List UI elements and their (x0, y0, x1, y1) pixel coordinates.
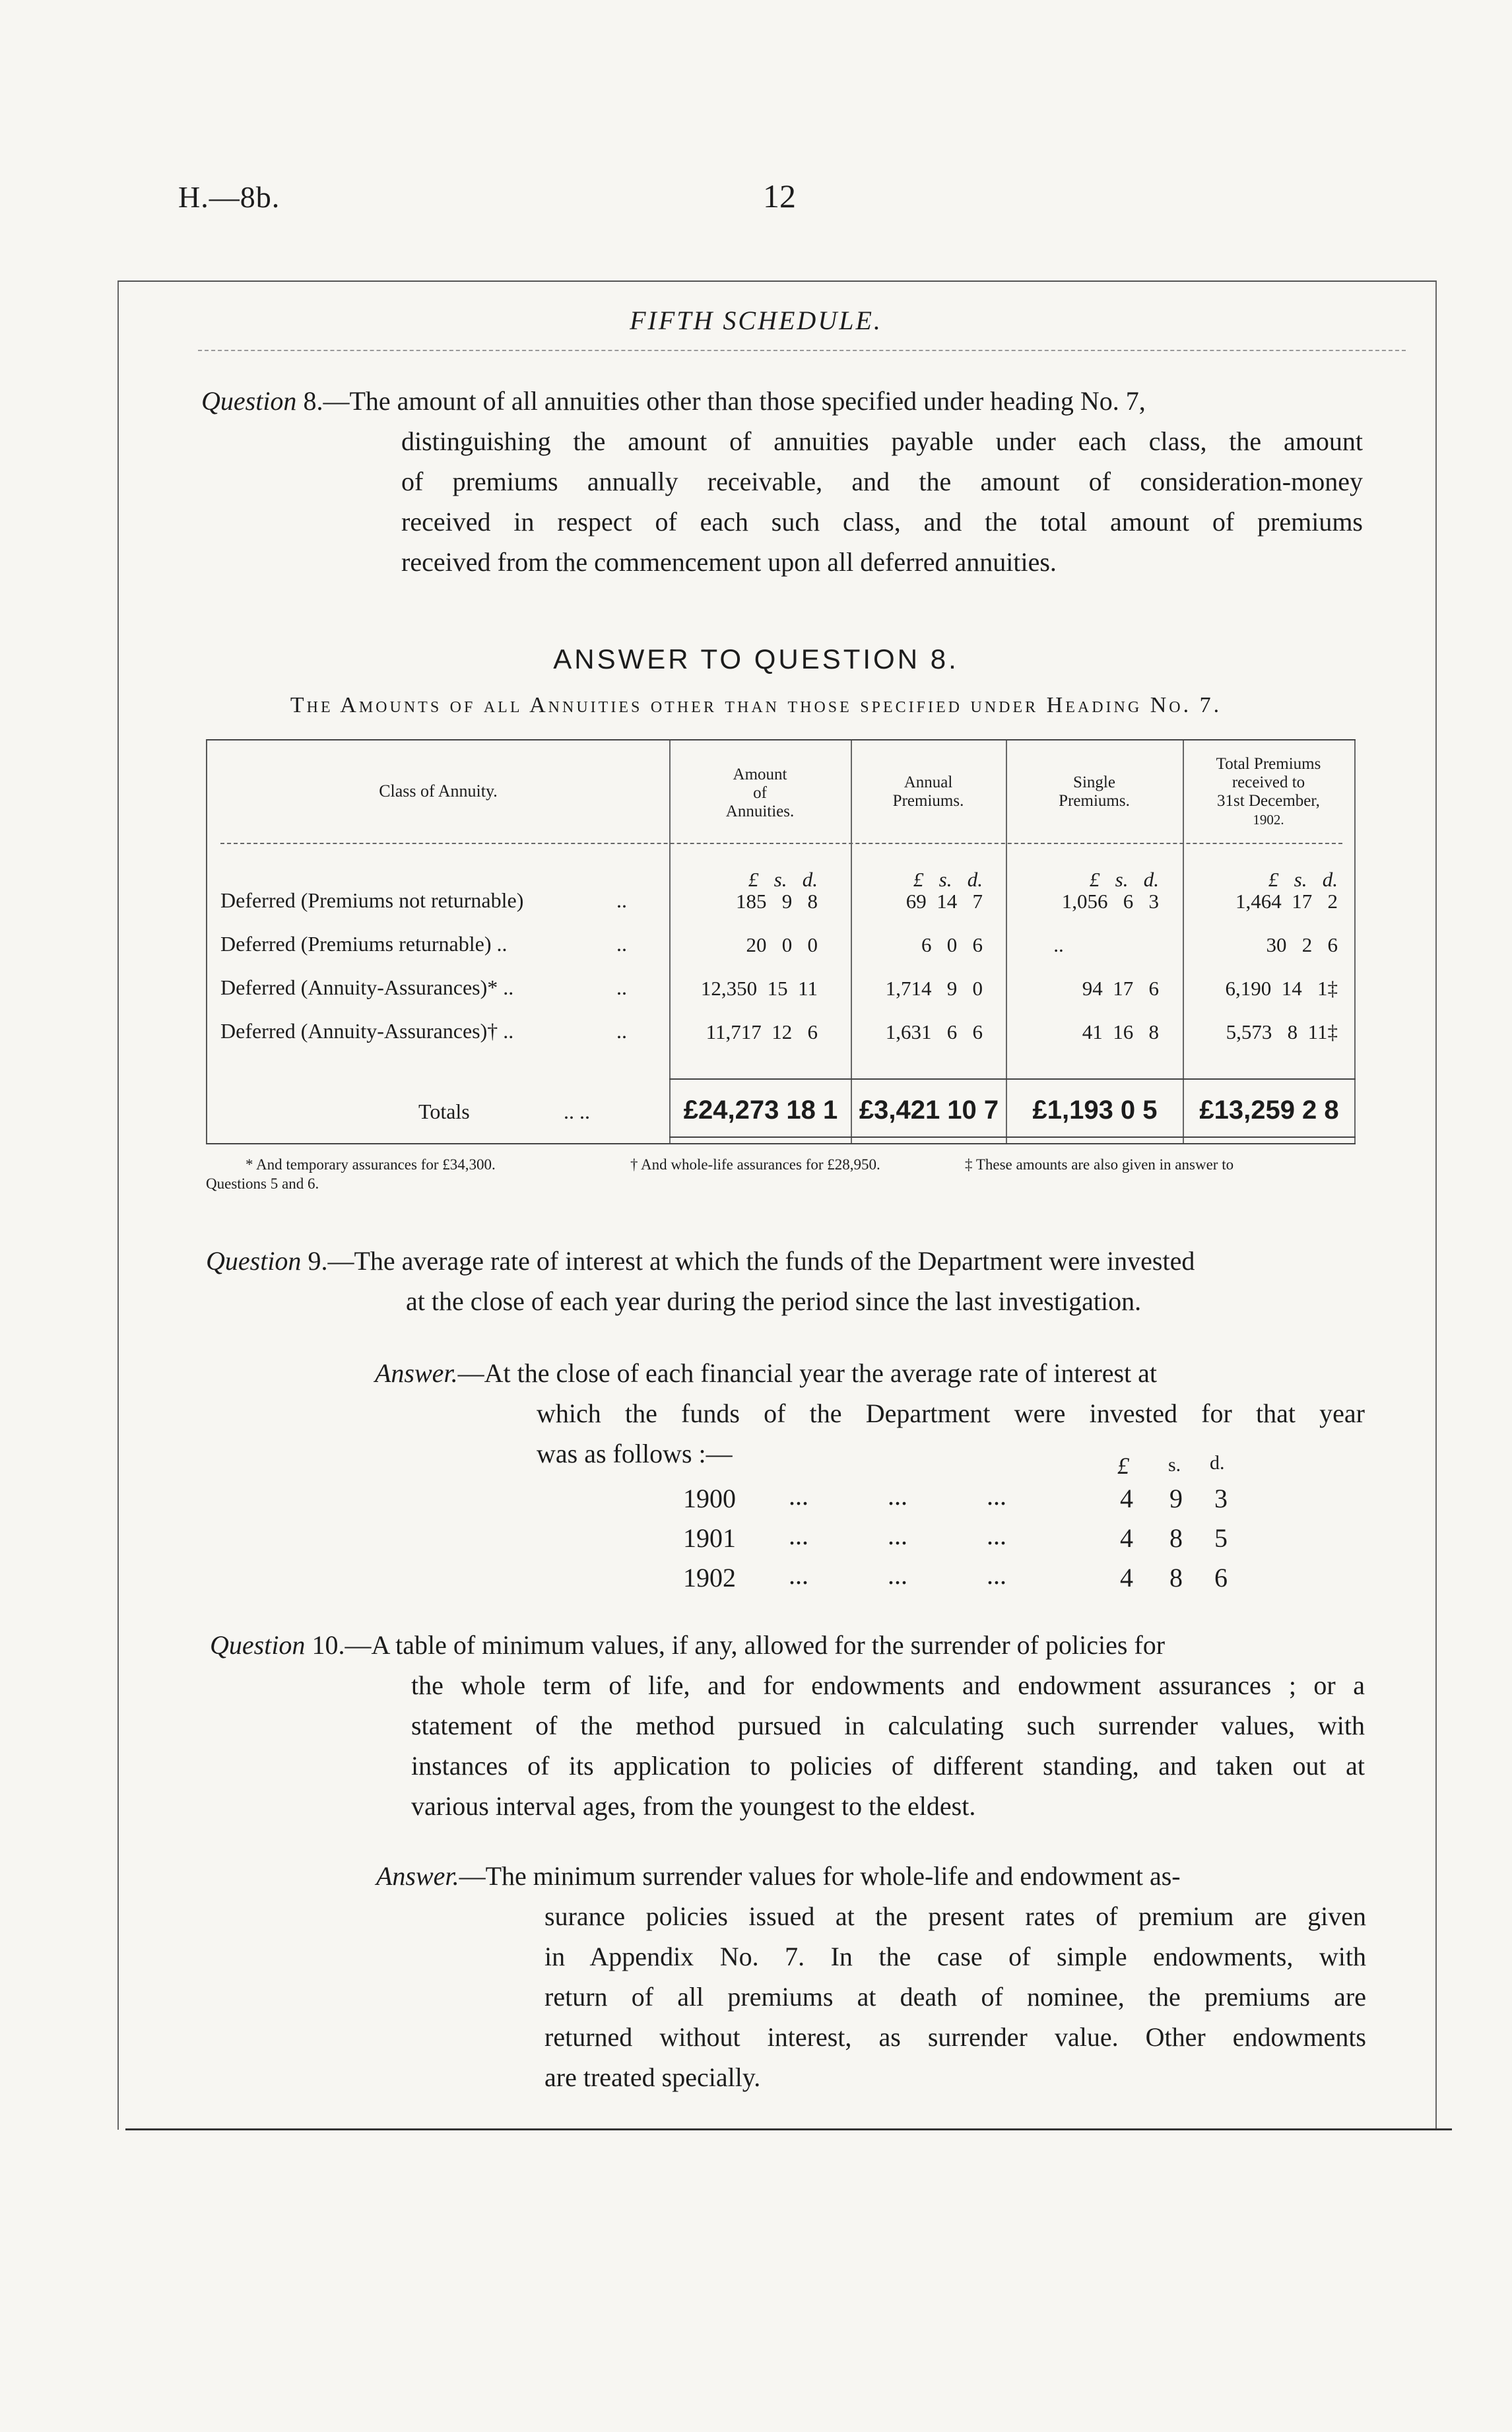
question-10-line: the whole term of life, and for endowments and endowment assurances ; or a (411, 1670, 1365, 1700)
rate-year: 1900 (683, 1484, 736, 1513)
rate-currency-pence: d. (1210, 1452, 1225, 1474)
page-number: 12 (763, 178, 796, 214)
header-total-line: Total Premiums (1216, 755, 1321, 773)
question-9 (206, 1241, 1367, 1321)
row-dots: .. (616, 888, 627, 912)
totals-bottom-rule (669, 1136, 1356, 1138)
answer-10-line: are treated specially. (544, 2062, 761, 2092)
rate-pence: 3 (1214, 1484, 1228, 1513)
row-label: Deferred (Annuity-Assurances)† .. (220, 1019, 514, 1043)
header-amount-line: Amount (733, 766, 787, 783)
question-10-line: statement of the method pursued in calculating such surrender values, with (411, 1711, 1365, 1740)
currency-header: £ s. d. (913, 868, 983, 891)
row-dots: .. (616, 1019, 627, 1043)
footnote-ddagger-cont: Questions 5 and 6. (206, 1175, 319, 1192)
rate-pence: 5 (1214, 1523, 1228, 1553)
rate-pounds: 4 (1120, 1484, 1133, 1513)
annual-cell: 1,631 6 6 (885, 1020, 983, 1043)
answer-8-subtitle: The Amounts of all Annuities other than those specified under Heading No. 7. (290, 693, 1222, 717)
answer-9-lead: —At the close of each financial year the average rate of interest at (457, 1358, 1158, 1388)
total-cell: 1,464 17 2 (1235, 890, 1338, 913)
totals-dots: .. .. (564, 1100, 590, 1123)
rate-currency-shillings: s. (1168, 1454, 1181, 1476)
currency-header: £ s. d. (1089, 868, 1159, 891)
header-annual-line: Premiums. (892, 792, 964, 810)
row-label: Deferred (Annuity-Assurances)* .. (220, 975, 514, 999)
answer-10 (376, 1856, 1366, 2097)
header-single-line: Premiums. (1059, 792, 1130, 810)
question-8-line: of premiums annually receivable, and the amount of consideration-money (401, 467, 1363, 496)
rate-dots: ... ... ... (789, 1560, 1006, 1590)
schedule-title: FIFTH SCHEDULE. (630, 306, 882, 335)
header-class-of-annuity: Class of Annuity. (379, 781, 498, 801)
header-total-line: 1902. (1253, 812, 1284, 828)
row-label: Deferred (Premiums returnable) .. (220, 932, 508, 956)
question-9-line: at the close of each year during the period since the last investigation. (406, 1286, 1142, 1316)
question-label: Question (201, 386, 297, 416)
rate-year: 1902 (683, 1563, 736, 1593)
amount-cell: 20 0 0 (746, 933, 818, 956)
question-label: Question (210, 1630, 306, 1660)
amount-cell: 11,717 12 6 (706, 1020, 818, 1043)
answer-10-line: in Appendix No. 7. In the case of simple endowments, with (544, 1942, 1366, 1971)
answer-8-title: ANSWER TO QUESTION 8. (553, 643, 959, 674)
single-cell: .. (1053, 933, 1064, 956)
total-amount: £24,273 18 1 (683, 1096, 838, 1125)
header-single-line: Single (1073, 773, 1115, 791)
annuities-table (206, 739, 1356, 1144)
question-10-lead: 10.—A table of minimum values, if any, allowed for the surrender of policies for (305, 1630, 1166, 1660)
header-amount-line: of (753, 784, 767, 802)
footnote-star: * And temporary assurances for £34,300. (246, 1156, 496, 1173)
question-8-lead: 8.—The amount of all annuities other than those specified under heading No. 7, (296, 386, 1146, 416)
question-8-line: distinguishing the amount of annuities payable under each class, the amount (401, 426, 1363, 456)
header-total-line: 31st December, (1217, 792, 1320, 810)
footnote-dagger: † And whole-life assurances for £28,950. (630, 1156, 880, 1173)
single-cell: 94 17 6 (1082, 977, 1159, 1000)
header-rule (220, 843, 1342, 844)
row-dots: .. (616, 932, 627, 956)
answer-label: Answer. (376, 1861, 459, 1891)
column-divider (1354, 740, 1356, 1143)
totals-label: Totals (418, 1100, 470, 1123)
currency-header: £ s. d. (748, 868, 818, 891)
total-cell: 6,190 14 1‡ (1225, 977, 1338, 1000)
frame-bottom-rule (125, 2128, 1452, 2130)
header-amount (669, 766, 851, 821)
total-single: £1,193 0 5 (1032, 1096, 1158, 1125)
answer-10-lead: —The minimum surrender values for whole-life and endowment as- (459, 1861, 1181, 1891)
total-annual: £3,421 10 7 (859, 1096, 999, 1125)
single-cell: 1,056 6 3 (1061, 890, 1159, 913)
rate-pounds: 4 (1120, 1563, 1133, 1593)
rate-currency-pound: £ (1117, 1453, 1129, 1479)
rate-shillings: 8 (1169, 1523, 1183, 1553)
amount-cell: 12,350 15 11 (700, 977, 818, 1000)
rate-pounds: 4 (1120, 1523, 1133, 1553)
answer-label: Answer. (375, 1358, 458, 1388)
currency-header: £ s. d. (1268, 868, 1338, 891)
header-annual (851, 773, 1006, 810)
single-cell: 41 16 8 (1082, 1020, 1159, 1043)
answer-10-line: returned without interest, as surrender value. Other endowments (544, 2022, 1366, 2052)
header-total (1183, 755, 1354, 829)
rate-shillings: 9 (1169, 1484, 1183, 1513)
amount-cell: 185 9 8 (736, 890, 818, 913)
rate-dots: ... ... ... (789, 1481, 1006, 1511)
answer-10-line: surance policies issued at the present rates of premium are given (544, 1901, 1366, 1931)
rate-dots: ... ... ... (789, 1521, 1006, 1550)
annual-cell: 1,714 9 0 (885, 977, 983, 1000)
annual-cell: 69 14 7 (905, 890, 983, 913)
answer-9-line: which the funds of the Department were invested for that year (537, 1398, 1365, 1428)
annual-cell: 6 0 6 (921, 933, 983, 956)
question-10 (210, 1625, 1365, 1826)
total-cell: 30 2 6 (1266, 933, 1338, 956)
header-total-line: received to (1232, 773, 1305, 791)
header-single (1006, 773, 1183, 810)
question-10-line: various interval ages, from the youngest to the eldest. (411, 1791, 976, 1821)
question-9-lead: 9.—The average rate of interest at which the funds of the Department were invested (301, 1246, 1195, 1276)
question-label: Question (206, 1246, 302, 1276)
rate-year: 1901 (683, 1523, 736, 1553)
rate-pence: 6 (1214, 1563, 1228, 1593)
title-rule (198, 350, 1406, 351)
row-label: Deferred (Premiums not returnable) (220, 888, 524, 912)
footnote-ddagger: ‡ These amounts are also given in answer to (965, 1156, 1234, 1173)
question-8-line: received in respect of each such class, and the total amount of premiums (401, 507, 1363, 537)
header-amount-line: Annuities. (725, 803, 795, 820)
totals-top-rule (669, 1078, 1356, 1080)
question-8-line: received from the commencement upon all deferred annuities. (401, 547, 1057, 577)
row-dots: .. (616, 975, 627, 999)
answer-9-line: was as follows :— (537, 1439, 733, 1468)
total-cell: 5,573 8 11‡ (1226, 1020, 1338, 1043)
question-10-line: instances of its application to policies of different standing, and taken out at (411, 1751, 1365, 1781)
question-8 (201, 381, 1363, 582)
total-total: £13,259 2 8 (1199, 1096, 1339, 1125)
header-annual-line: Annual (904, 773, 953, 791)
rate-shillings: 8 (1169, 1563, 1183, 1593)
answer-10-line: return of all premiums at death of nominee, the premiums are (544, 1982, 1366, 2012)
document-reference: H.—8b. (178, 180, 280, 214)
